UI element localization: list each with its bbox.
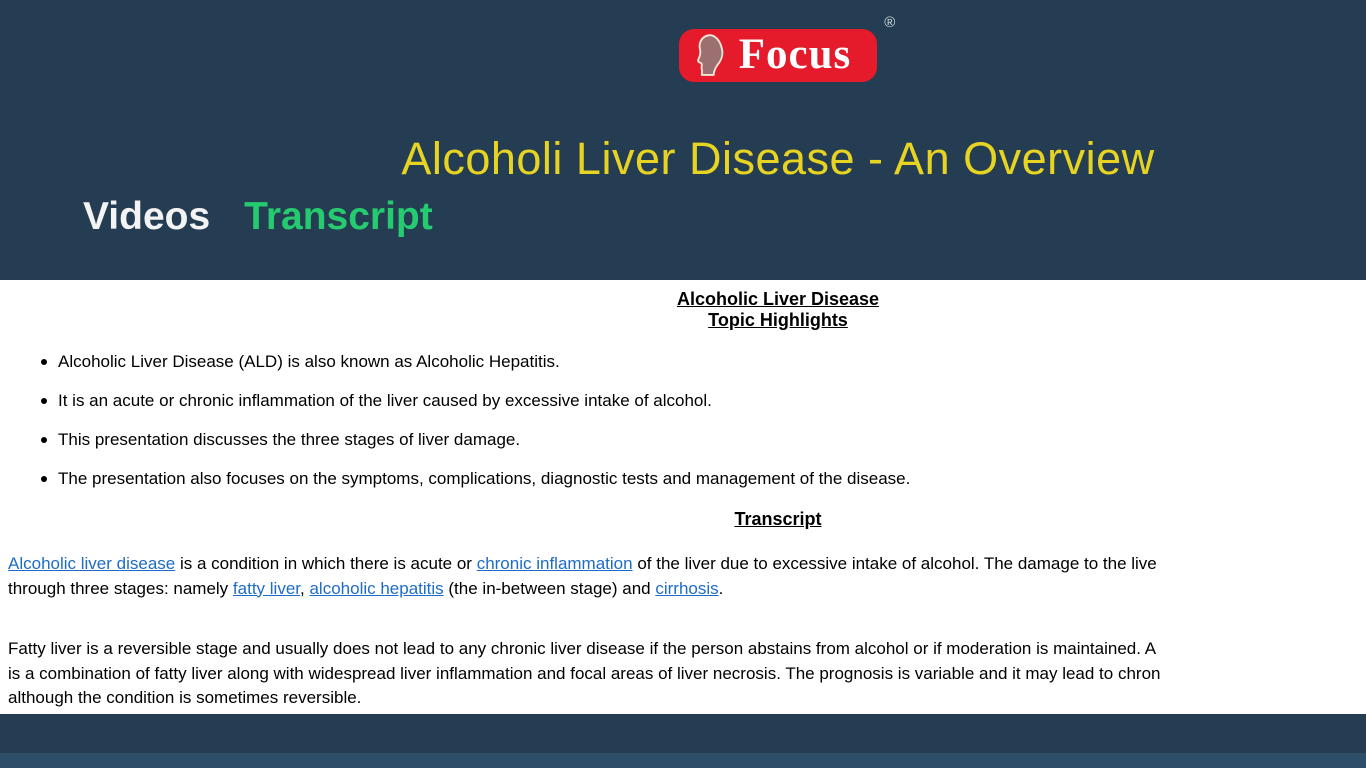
transcript-line xyxy=(8,577,1366,602)
logo-wordmark: Focus xyxy=(738,31,852,78)
transcript-link[interactable]: chronic inflammation xyxy=(476,554,633,573)
topic-highlights-list xyxy=(0,352,1366,489)
topic-highlight-item: The presentation also focuses on the symptoms, complications, diagnostic tests and management of the disease. xyxy=(58,469,1366,489)
logo-row xyxy=(0,0,1366,83)
transcript-text: is a condition in which there is acute or xyxy=(175,554,477,573)
transcript-text: . xyxy=(718,578,724,598)
footer-strip xyxy=(0,753,1366,768)
tab-transcript[interactable]: Transcript xyxy=(244,194,433,238)
focus-logo[interactable] xyxy=(679,14,896,83)
transcript-heading-label: Transcript xyxy=(734,509,822,529)
page-header xyxy=(0,0,1366,280)
logo-box xyxy=(679,29,878,82)
transcript-link[interactable]: alcoholic hepatitis xyxy=(309,578,444,598)
topic-highlight-item: This presentation discusses the three stages of liver damage. xyxy=(58,430,1366,450)
transcript-text: of the liver due to excessive intake of alcohol. The damage to the live xyxy=(632,554,1157,573)
tab-videos[interactable]: Videos xyxy=(83,194,211,238)
page-title: Alcoholi Liver Disease - An Overview xyxy=(401,132,1155,184)
transcript-line xyxy=(8,662,1366,687)
transcript-text: Fatty liver is a reversible stage and usually does not lead to any chronic liver disease if the person abstains from alcohol or if moderation is maintained. A xyxy=(8,639,1157,658)
transcript-paragraph xyxy=(8,637,1366,711)
transcript-text: , xyxy=(300,578,310,598)
registered-trademark-symbol: ® xyxy=(884,14,896,31)
transcript-line xyxy=(8,686,1366,711)
transcript-link[interactable]: cirrhosis xyxy=(655,578,719,598)
transcript-link[interactable]: Alcoholic liver disease xyxy=(8,554,176,573)
topic-heading-line2: Topic Highlights xyxy=(708,310,848,330)
topic-highlight-item: It is an acute or chronic inflammation of the liver caused by excessive intake of alcohol. xyxy=(58,391,1366,411)
transcript-paragraph xyxy=(8,552,1366,601)
tab-bar xyxy=(0,195,1366,239)
topic-highlight-item: Alcoholic Liver Disease (ALD) is also known as Alcoholic Hepatitis. xyxy=(58,352,1366,372)
page-footer xyxy=(0,714,1366,768)
transcript-line xyxy=(8,552,1366,577)
topic-heading xyxy=(0,289,1366,331)
transcript-heading xyxy=(0,509,1366,530)
transcript-paragraphs xyxy=(8,552,1366,711)
transcript-text: although the condition is sometimes reversible. xyxy=(8,688,362,707)
transcript-text: through three stages: namely xyxy=(8,578,233,598)
transcript-line xyxy=(8,637,1366,662)
topic-heading-line1: Alcoholic Liver Disease xyxy=(676,289,880,309)
content-area xyxy=(0,280,1366,714)
transcript-link[interactable]: fatty liver xyxy=(232,578,301,598)
transcript-text: (the in-between stage) and xyxy=(443,578,656,598)
head-profile-icon xyxy=(695,32,729,78)
transcript-text: is a combination of fatty liver along with widespread liver inflammation and focal areas of liver necrosis. The prognosis is variable and it may lead to chron xyxy=(8,663,1161,683)
